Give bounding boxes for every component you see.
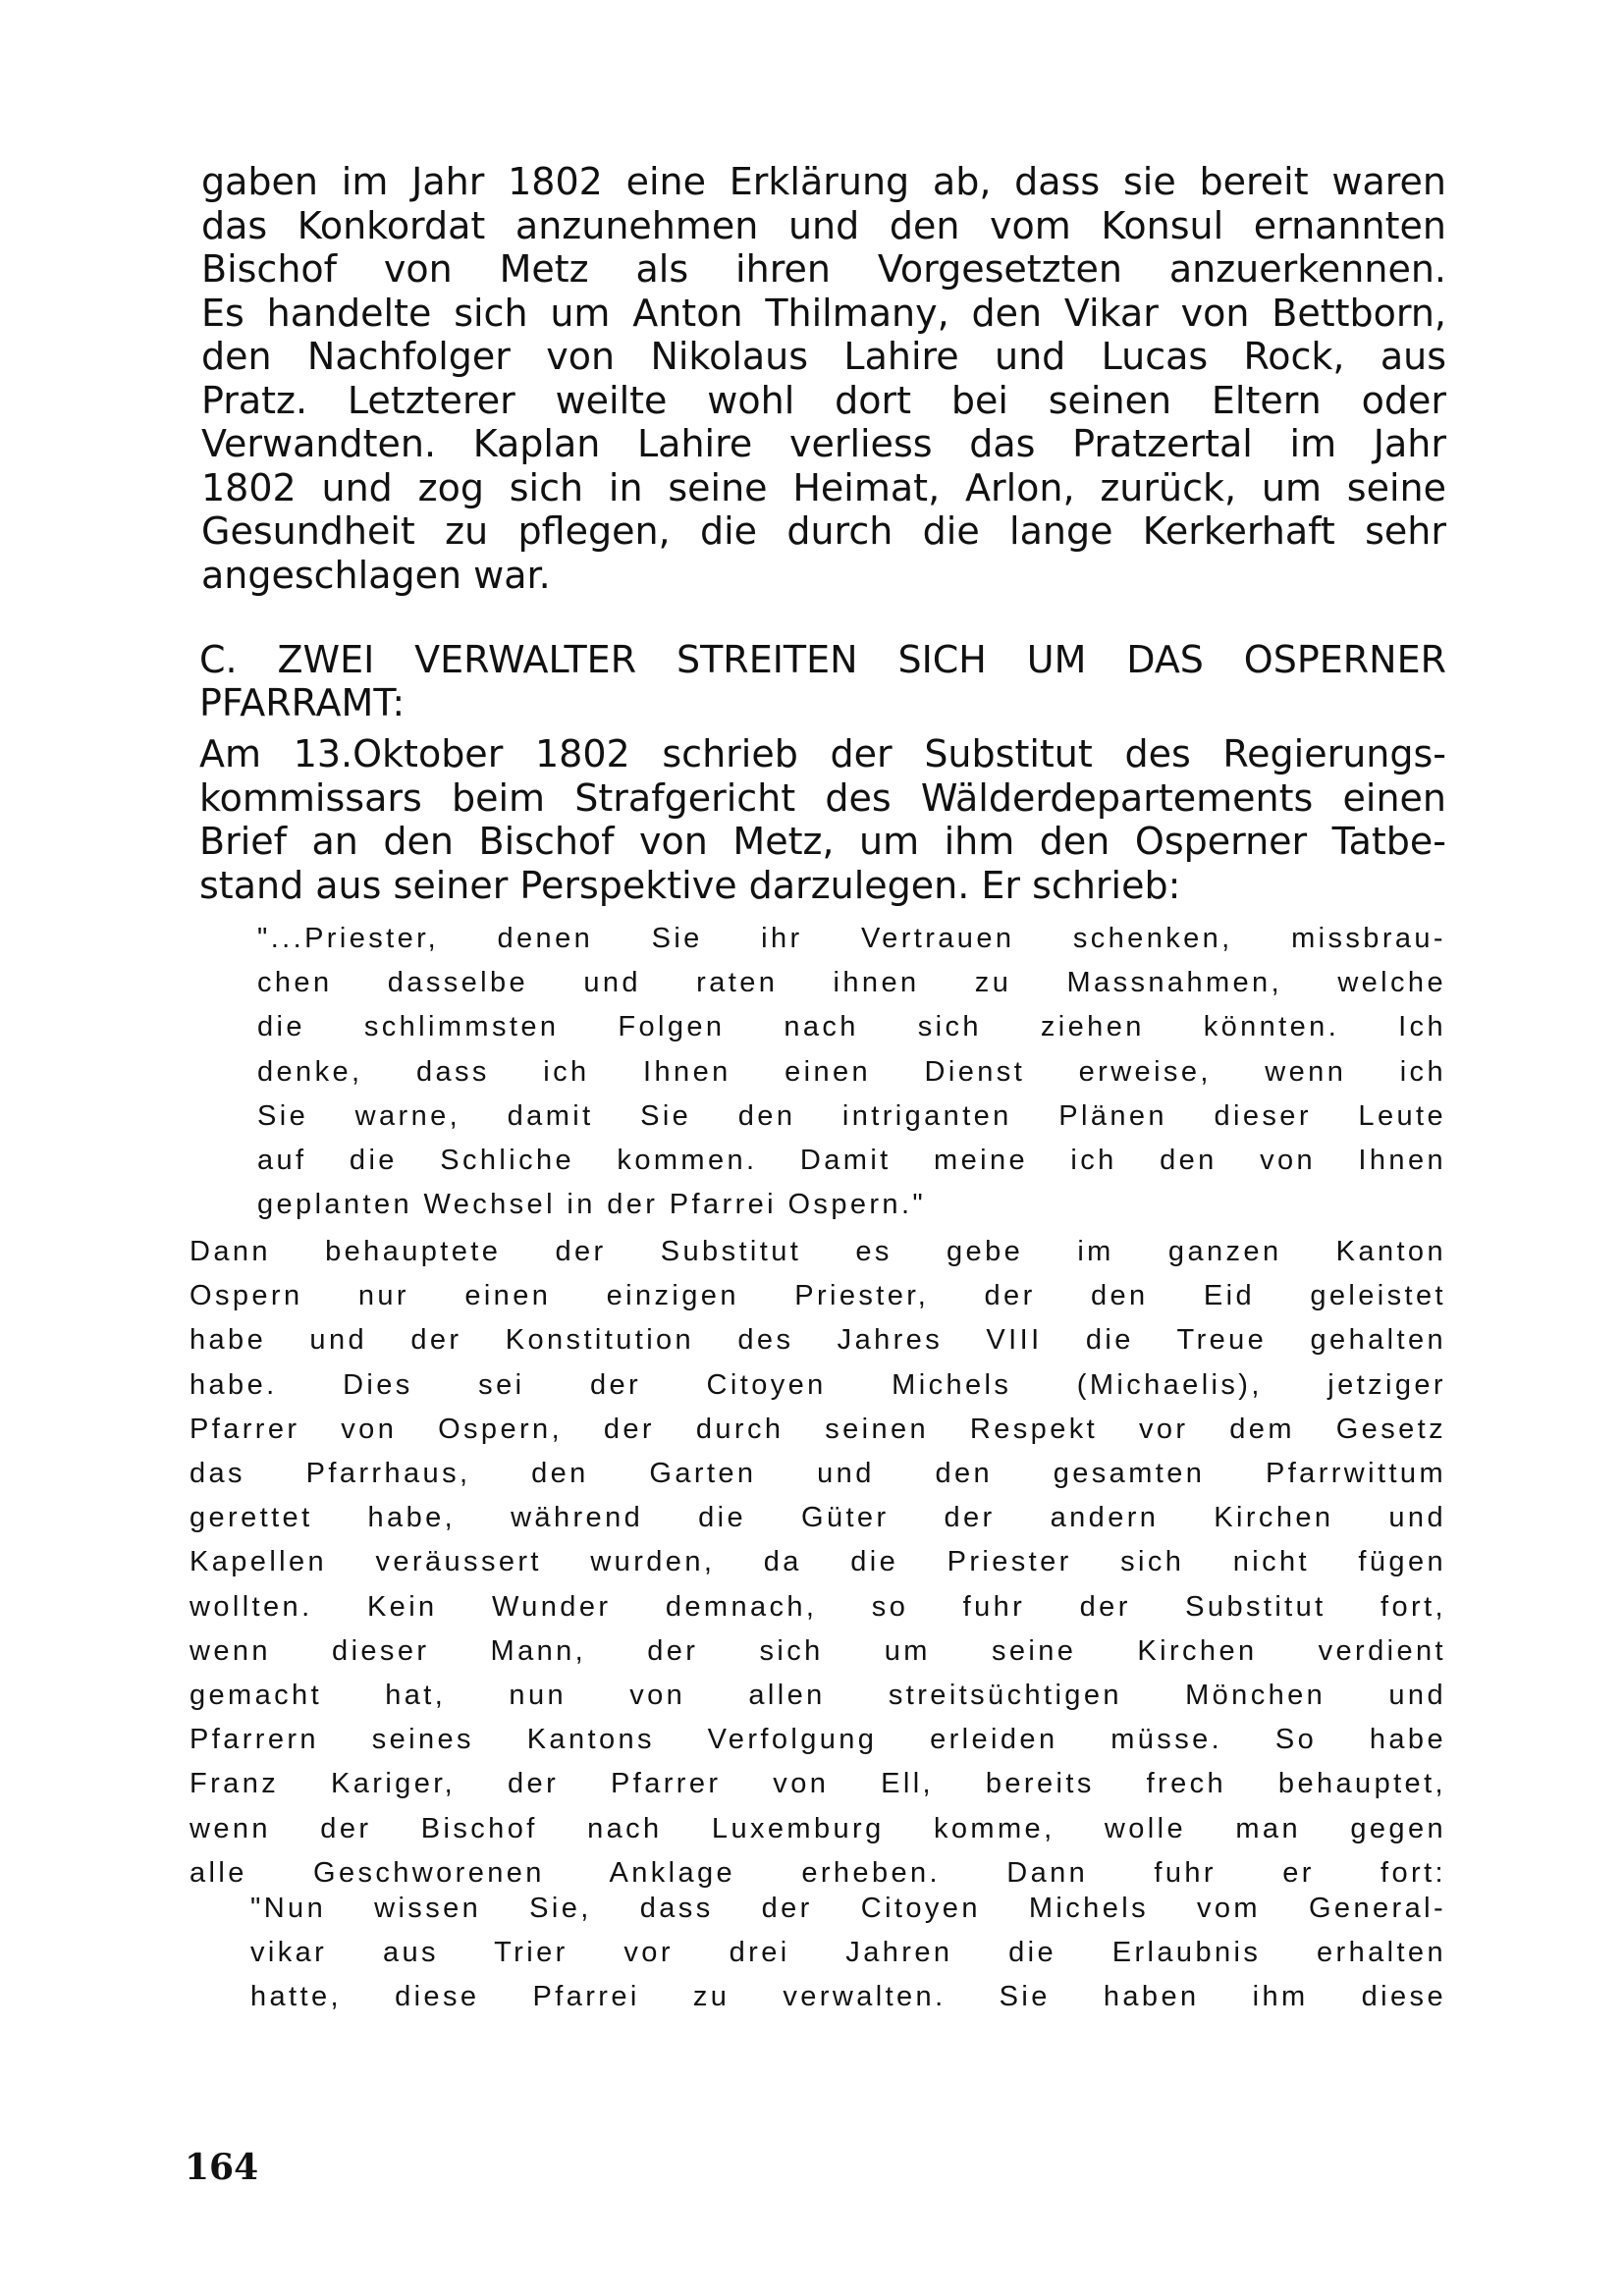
text-line: kommissars beim Strafgericht des Wälderdepartements einen: [199, 775, 1446, 820]
heading-line: PFARRAMT:: [199, 681, 406, 724]
text-line: habe. Dies sei der Citoyen Michels (Michaelis), jetziger: [189, 1368, 1446, 1401]
text-line: Dann behauptete der Substitut es gebe im ganzen Kanton: [189, 1236, 1446, 1267]
text-line: Pratz. Letzterer weilte wohl dort bei seinen Eltern oder: [201, 378, 1446, 422]
text-line: Es handelte sich um Anton Thilmany, den Vikar von Bettborn,: [201, 291, 1446, 335]
quote-line: "...Priester, denen Sie ihr Vertrauen schenken, missbrau-: [257, 923, 1446, 954]
text-line: Franz Kariger, der Pfarrer von Ell, bereits frech behauptet,: [189, 1768, 1446, 1800]
quote-line: hatte, diese Pfarrei zu verwalten. Sie haben ihm diese: [250, 1981, 1446, 2013]
text-line: angeschlagen war.: [201, 553, 551, 597]
text-line: das Konkordat anzunehmen und den vom Konsul ernannten: [201, 203, 1446, 247]
page-number: 164: [185, 2147, 259, 2188]
heading-line: C. ZWEI VERWALTER STREITEN SICH UM DAS OSPERNER: [199, 638, 1446, 681]
text-line: Brief an den Bischof von Metz, um ihm den Osperner Tatbe-: [199, 820, 1446, 863]
text-line: Kapellen veräussert wurden, da die Priester sich nicht fügen: [189, 1546, 1446, 1578]
text-line: gemacht hat, nun von allen streitsüchtigen Mönchen und: [189, 1680, 1446, 1712]
paragraph-letter-intro: [199, 732, 1446, 907]
text-line: gaben im Jahr 1802 eine Erklärung ab, dass sie bereit waren: [201, 160, 1446, 203]
text-line: Pfarrern seines Kantons Verfolgung erleiden müsse. So habe: [189, 1724, 1446, 1756]
block-quote-letter: [257, 917, 1446, 1227]
text-line: 1802 und zog sich in seine Heimat, Arlon, zurück, um seine: [201, 465, 1446, 509]
text-line: stand aus seiner Perspektive darzulegen. Er schrieb:: [199, 863, 1181, 907]
text-line: Pfarrer von Ospern, der durch seinen Respekt vor dem Gesetz: [189, 1413, 1446, 1445]
text-line: wollten. Kein Wunder demnach, so fuhr der Substitut fort,: [189, 1590, 1446, 1623]
quote-line: Sie warne, damit Sie den intriganten Plänen dieser Leute: [257, 1099, 1446, 1132]
block-quote-continuation: [250, 1887, 1446, 2020]
quote-line: die schlimmsten Folgen nach sich ziehen könnten. Ich: [257, 1011, 1446, 1043]
quote-line: auf die Schliche kommen. Damit meine ich den von Ihnen: [257, 1145, 1446, 1177]
quote-line: geplanten Wechsel in der Pfarrei Ospern.": [257, 1189, 927, 1221]
text-line: gerettet habe, während die Güter der andern Kirchen und: [189, 1502, 1446, 1534]
paragraph-intro: [201, 160, 1446, 597]
text-line: habe und der Konstitution des Jahres VIII die Treue gehalten: [189, 1324, 1446, 1357]
quote-line: chen dasselbe und raten ihnen zu Massnahmen, welche: [257, 967, 1446, 999]
text-line: den Nachfolger von Nikolaus Lahire und Lucas Rock, aus: [201, 335, 1446, 378]
text-line: wenn dieser Mann, der sich um seine Kirchen verdient: [189, 1634, 1446, 1667]
text-line: alle Geschworenen Anklage erheben. Dann fuhr er fort:: [189, 1856, 1446, 1889]
text-line: Am 13.Oktober 1802 schrieb der Substitut des Regierungs-: [199, 732, 1446, 775]
quote-line: vikar aus Trier vor drei Jahren die Erlaubnis erhalten: [250, 1937, 1446, 1969]
text-line: Bischof von Metz als ihren Vorgesetzten anzuerkennen.: [201, 247, 1446, 291]
text-line: wenn der Bischof nach Luxemburg komme, wolle man gegen: [189, 1812, 1446, 1844]
quote-line: "Nun wissen Sie, dass der Citoyen Michels vom General-: [250, 1893, 1446, 1924]
section-heading: [199, 638, 1446, 724]
text-line: Ospern nur einen einzigen Priester, der den Eid geleistet: [189, 1280, 1446, 1312]
text-line: Verwandten. Kaplan Lahire verliess das Pratzertal im Jahr: [201, 422, 1446, 465]
paragraph-substitut-claims: [189, 1230, 1446, 1896]
text-line: das Pfarrhaus, den Garten und den gesamten Pfarrwittum: [189, 1458, 1446, 1490]
quote-line: denke, dass ich Ihnen einen Dienst erweise, wenn ich: [257, 1055, 1446, 1088]
text-line: Gesundheit zu pflegen, die durch die lange Kerkerhaft sehr: [201, 509, 1446, 553]
